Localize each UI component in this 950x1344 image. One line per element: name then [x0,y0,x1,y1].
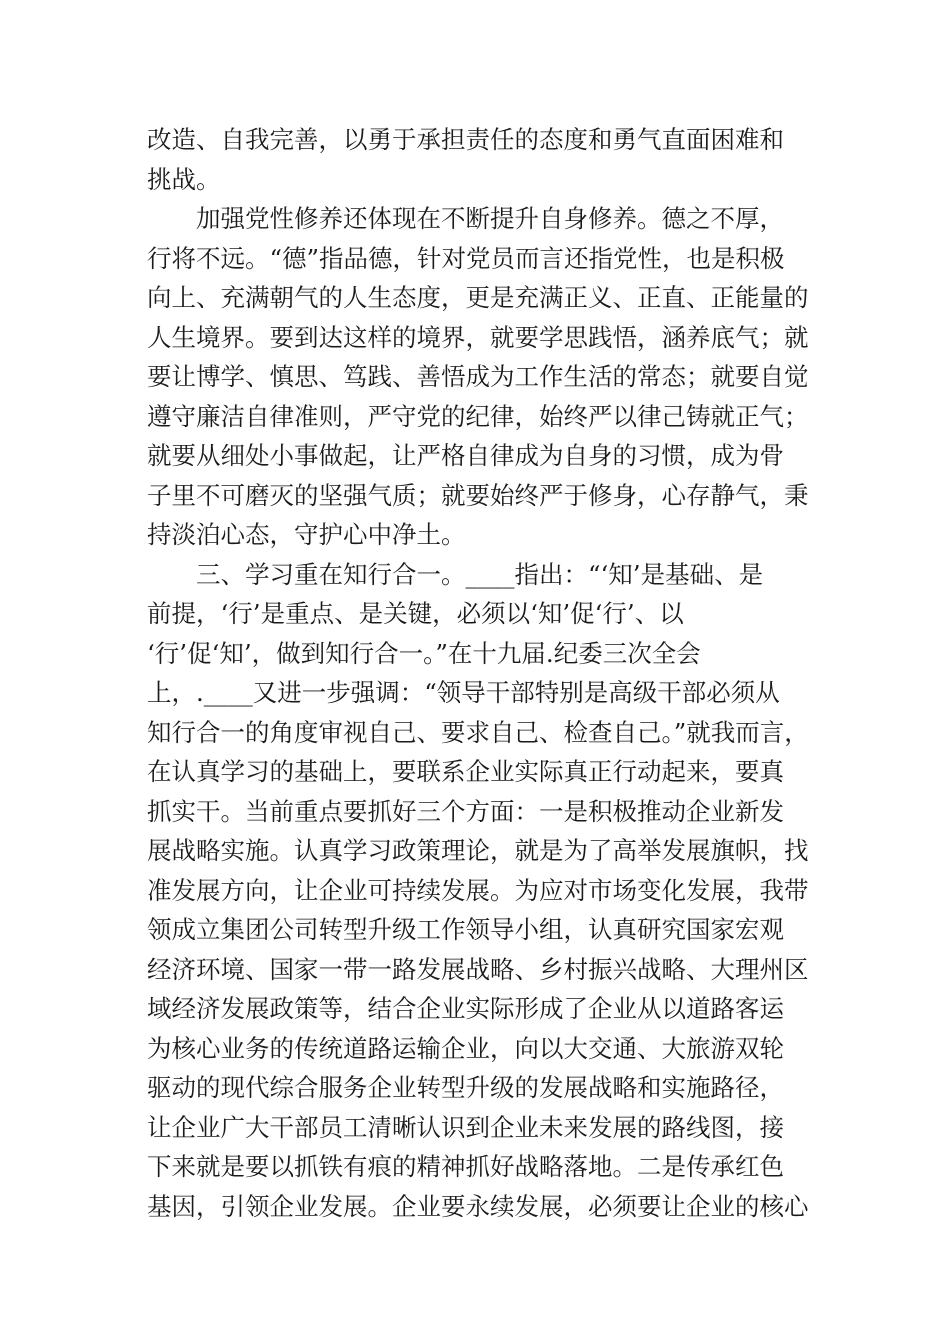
text-line: 经济环境、国家一带一路发展战略、乡村振兴战略、大理州区 [147,954,809,984]
text-line: 就要从细处小事做起，让严格自律成为自身的习惯，成为骨 [147,441,784,470]
text-line: ‘行’促‘知’，做到知行合一。”在十九届.纪委三次全会 [147,638,701,668]
text-line: 上，.____又进一步强调：“领导干部特别是高级干部必须从 [147,678,780,707]
text-line: 在认真学习的基础上，要联系企业实际真正行动起来，要真 [147,757,784,786]
text-line: 抓实干。当前重点要抓好三个方面：一是积极推动企业新发 [147,796,784,826]
text-line: 知行合一的角度审视自己、要求自己、检查自己。”就我而言， [147,717,809,747]
text-line: 改造、自我完善，以勇于承担责任的态度和勇气直面困难和 [147,125,784,154]
text-line: 领成立集团公司转型升级工作领导小组，认真研究国家宏观 [147,915,784,944]
text-line: 挑战。 [147,164,221,194]
paragraph-start-line: 三、学习重在知行合一。____指出：“‘知’是基础、是 [196,559,764,589]
text-line: 域经济发展政策等，结合企业实际形成了企业从以道路客运 [147,994,784,1023]
text-line: 基因，引领企业发展。企业要永续发展，必须要让企业的核心 [147,1191,809,1221]
text-line: 前提，‘行’是重点、是关键，必须以‘知’促‘行’、以 [147,599,684,628]
text-line: 遵守廉洁自律准则，严守党的纪律，始终严以律己铸就正气； [147,401,809,431]
text-line: 准发展方向，让企业可持续发展。为应对市场变化发展，我带 [147,875,809,905]
text-line: 为核心业务的传统道路运输企业，向以大交通、大旅游双轮 [147,1033,784,1063]
text-line: 持淡泊心态，守护心中净土。 [147,520,466,549]
text-line: 人生境界。要到达这样的境界，就要学思践悟，涵养底气；就 [147,322,809,352]
paragraph-start-line: 加强党性修养还体现在不断提升自身修养。德之不厚， [196,204,784,233]
text-line: 展战略实施。认真学习政策理论，就是为了高举发展旗帜，找 [147,836,809,865]
text-line: 子里不可磨灭的坚强气质；就要始终严于修身，心存静气，秉 [147,480,809,510]
text-line: 要让博学、慎思、笃践、善悟成为工作生活的常态；就要自觉 [147,362,809,391]
text-line: 让企业广大干部员工清晰认识到企业未来发展的路线图，接 [147,1112,784,1142]
text-line: 驱动的现代综合服务企业转型升级的发展战略和实施路径， [147,1073,784,1102]
text-line: 行将不远。“德”指品德，针对党员而言还指党性，也是积极 [147,243,785,273]
text-line: 下来就是要以抓铁有痕的精神抓好战略落地。二是传承红色 [147,1152,784,1181]
body-text [147,120,827,1226]
text-line: 向上、充满朝气的人生态度，更是充满正义、正直、正能量的 [147,283,809,312]
